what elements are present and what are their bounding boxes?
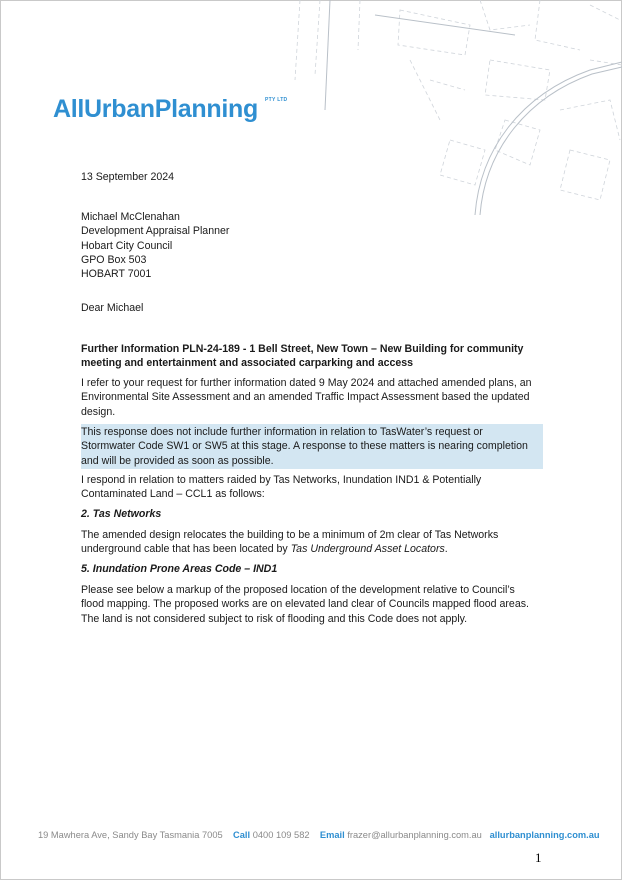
letterhead-footer [38,830,600,840]
page-number: 1 [535,850,542,865]
paragraph-matters [81,473,543,502]
recipient-address [81,210,543,281]
footer-address: 19 Mawhera Ave, Sandy Bay Tasmania 7005 [38,830,223,840]
subject-line: meeting and entertainment and associated carparking and access [81,357,414,370]
company-suffix: PTY LTD [265,97,288,103]
paragraph-line: The land is not considered subject to risk of flooding and this Code does not apply. [81,612,468,625]
recipient-line: Michael McClenahan [81,211,180,223]
paragraph-line: design. [81,405,116,418]
paragraph-line: and will be provided as soon as possible. [81,454,274,467]
recipient-line: Development Appraisal Planner [81,225,230,238]
company-logo: AllUrbanPlanning [53,95,258,123]
italic-span: Tas Underground Asset Locators [290,543,445,556]
footer-website[interactable]: allurbanplanning.com.au [489,830,600,840]
section-heading-tas-networks [81,507,543,521]
highlighted-paragraph [81,424,543,469]
recipient-line: Hobart City Council [81,239,173,252]
paragraph-line: I respond in relation to matters raided by Tas Networks, Inundation IND1 & Potentially [81,474,482,486]
footer-phone: 0400 109 582 [252,830,310,840]
paragraph-line [81,542,543,556]
date-text: 13 September 2024 [81,171,175,183]
subject-heading [81,342,543,371]
heading-text: 5. Inundation Prone Areas Code – IND1 [81,563,278,575]
section-heading-inundation [81,562,543,576]
paragraph-line: Environmental Site Assessment and an amended Traffic Impact Assessment based the updated [81,391,530,404]
letter-date [81,170,543,184]
text-span: . [444,543,448,556]
recipient-line: GPO Box 503 [81,253,147,266]
paragraph-line: Contaminated Land – CCL1 as follows: [81,488,265,501]
footer-email[interactable]: frazer@allurbanplanning.com.au [347,830,482,840]
salutation [81,301,543,315]
heading-text: 2. Tas Networks [81,508,162,520]
subject-line: Further Information PLN-24-189 - 1 Bell Street, New Town – New Building for community [81,343,524,355]
paragraph-request [81,376,543,419]
paragraph-tas-networks [81,528,543,557]
paragraph-inundation [81,583,543,626]
paragraph-line: I refer to your request for further information dated 9 May 2024 and attached amended plans, an [81,377,532,389]
paragraph-line: Please see below a markup of the proposed location of the development relative to Council’s [81,584,515,596]
salutation-text: Dear Michael [81,302,144,314]
recipient-line: HOBART 7001 [81,268,152,281]
paragraph-line: The amended design relocates the building to be a minimum of 2m clear of Tas Networks [81,529,499,541]
footer-email-label: Email [319,830,345,840]
paragraph-line: flood mapping. The proposed works are on elevated land clear of Councils mapped flood areas. [81,598,529,611]
paragraph-line: This response does not include further information in relation to TasWater’s request or [81,426,483,438]
paragraph-line: Stormwater Code SW1 or SW5 at this stage. A response to these matters is nearing completion [81,440,528,453]
footer-call-label: Call [233,830,251,840]
text-span: underground cable that has been located by [81,543,291,556]
